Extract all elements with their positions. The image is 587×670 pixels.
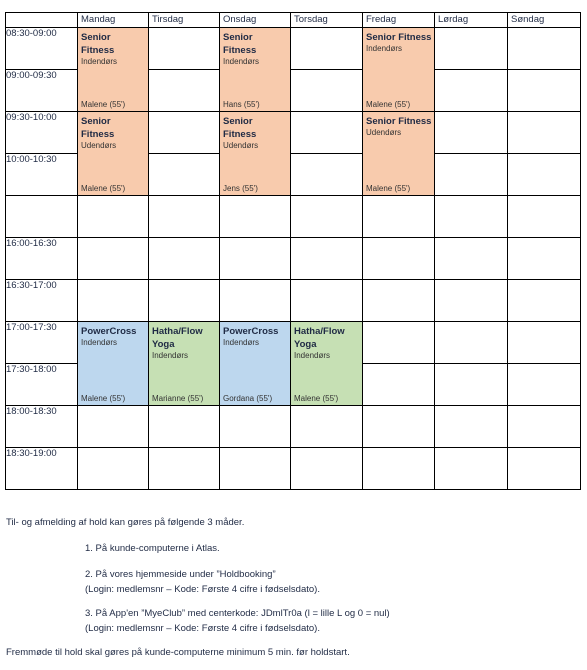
empty-cell [508, 406, 581, 448]
class-cell-yoga[interactable] [291, 322, 363, 406]
empty-cell [78, 196, 149, 238]
empty-cell [435, 112, 508, 154]
empty-cell [291, 154, 363, 196]
empty-cell [149, 154, 220, 196]
empty-cell [291, 112, 363, 154]
class-name: Senior Fitness [81, 116, 115, 140]
time-row [6, 322, 581, 364]
time-label [6, 196, 78, 238]
empty-cell [149, 238, 220, 280]
time-label: 10:00-10:30 [6, 154, 78, 196]
notes-step-3: 3. På App'en ”MyeClub” med centerkode: JDmlTr0a (l = lille L og 0 = nul) [85, 608, 390, 619]
empty-cell [363, 280, 435, 322]
class-location: Indendørs [223, 338, 260, 347]
class-name: Senior Fitness [223, 32, 257, 56]
class-location: Indendørs [223, 57, 260, 66]
empty-cell [435, 322, 508, 364]
empty-cell [220, 406, 291, 448]
class-location: Indendørs [81, 57, 118, 66]
empty-cell [149, 112, 220, 154]
empty-cell [291, 28, 363, 70]
notes-intro: Til- og afmelding af hold kan gøres på følgende 3 måder. [6, 517, 245, 528]
class-name: Senior Fitness [81, 32, 115, 56]
empty-cell [508, 280, 581, 322]
empty-cell [508, 154, 581, 196]
class-name: PowerCross [223, 326, 279, 337]
notes-step-1: 1. På kunde-computerne i Atlas. [85, 543, 220, 554]
empty-cell [363, 448, 435, 490]
day-header-tirsdag: Tirsdag [149, 13, 220, 28]
class-cell-senior-fitness[interactable] [220, 112, 291, 196]
class-trainer: Malene (55') [81, 394, 126, 403]
notes-footer: Fremmøde til hold skal gøres på kunde-computerne minimum 5 min. før holdstart. [6, 647, 350, 658]
weekly-schedule-table [5, 12, 581, 490]
class-cell-senior-fitness[interactable] [363, 112, 435, 196]
empty-cell [435, 28, 508, 70]
class-location: Udendørs [366, 128, 402, 137]
time-label: 16:30-17:00 [6, 280, 78, 322]
time-label: 17:30-18:00 [6, 364, 78, 406]
empty-cell [435, 196, 508, 238]
empty-cell [435, 406, 508, 448]
empty-cell [435, 154, 508, 196]
class-cell-powercross[interactable] [220, 322, 291, 406]
day-header-fredag: Fredag [363, 13, 435, 28]
time-row [6, 406, 581, 448]
time-label: 18:00-18:30 [6, 406, 78, 448]
notes-step-2-login: (Login: medlemsnr – Kode: Første 4 cifre i fødselsdato). [85, 584, 320, 595]
day-header-mandag: Mandag [78, 13, 149, 28]
class-location: Udendørs [81, 141, 117, 150]
class-cell-yoga[interactable] [149, 322, 220, 406]
notes-step-2: 2. På vores hjemmeside under ”Holdbooking” [85, 569, 276, 580]
time-row [6, 238, 581, 280]
time-label: 09:00-09:30 [6, 70, 78, 112]
class-trainer: Malene (55') [294, 394, 339, 403]
empty-cell [508, 364, 581, 406]
empty-cell [78, 238, 149, 280]
class-cell-senior-fitness[interactable] [363, 28, 435, 112]
class-trainer: Marianne (55') [152, 394, 204, 403]
class-trainer: Gordana (55') [223, 394, 273, 403]
empty-cell [363, 238, 435, 280]
class-trainer: Jens (55') [223, 184, 258, 193]
empty-cell [508, 112, 581, 154]
time-row [6, 112, 581, 154]
time-row [6, 448, 581, 490]
empty-cell [291, 280, 363, 322]
empty-cell [508, 448, 581, 490]
empty-cell [149, 406, 220, 448]
class-trainer: Malene (55') [81, 100, 126, 109]
class-trainer: Malene (55') [366, 184, 411, 193]
empty-cell [291, 238, 363, 280]
empty-cell [291, 196, 363, 238]
class-location: Indendørs [294, 351, 331, 360]
empty-cell [363, 364, 435, 406]
empty-cell [149, 196, 220, 238]
class-location: Indendørs [81, 338, 118, 347]
class-trainer: Malene (55') [366, 100, 411, 109]
empty-cell [220, 196, 291, 238]
class-cell-powercross[interactable] [78, 322, 149, 406]
class-location: Indendørs [366, 44, 403, 53]
empty-cell [149, 280, 220, 322]
empty-cell [435, 70, 508, 112]
class-name: Hatha/Flow Yoga [294, 326, 345, 350]
day-header-torsdag: Torsdag [291, 13, 363, 28]
empty-cell [435, 364, 508, 406]
empty-cell [363, 196, 435, 238]
empty-cell [149, 28, 220, 70]
empty-cell [508, 238, 581, 280]
empty-cell [508, 70, 581, 112]
empty-cell [78, 280, 149, 322]
empty-cell [149, 70, 220, 112]
empty-cell [508, 196, 581, 238]
time-label: 17:00-17:30 [6, 322, 78, 364]
time-row [6, 28, 581, 70]
class-name: Senior Fitness [223, 116, 257, 140]
class-location: Indendørs [152, 351, 189, 360]
empty-cell [220, 448, 291, 490]
class-name: Senior Fitness [366, 32, 432, 43]
empty-cell [435, 238, 508, 280]
empty-cell [508, 322, 581, 364]
empty-cell [220, 238, 291, 280]
empty-cell [220, 280, 291, 322]
header-row [6, 13, 581, 28]
empty-cell [149, 448, 220, 490]
day-header-onsdag: Onsdag [220, 13, 291, 28]
class-name: Hatha/Flow Yoga [152, 326, 203, 350]
class-location: Udendørs [223, 141, 259, 150]
time-label: 09:30-10:00 [6, 112, 78, 154]
class-trainer: Malene (55') [81, 184, 126, 193]
class-name: Senior Fitness [366, 116, 432, 127]
empty-cell [291, 406, 363, 448]
time-row [6, 280, 581, 322]
empty-cell [435, 280, 508, 322]
empty-cell [363, 322, 435, 364]
time-label: 18:30-19:00 [6, 448, 78, 490]
class-cell-senior-fitness[interactable] [78, 112, 149, 196]
class-cell-senior-fitness[interactable] [78, 28, 149, 112]
class-trainer: Hans (55') [223, 100, 260, 109]
empty-cell [291, 448, 363, 490]
day-header-lordag: Lørdag [435, 13, 508, 28]
class-name: PowerCross [81, 326, 137, 337]
empty-cell [78, 406, 149, 448]
empty-cell [291, 70, 363, 112]
day-header-sondag: Søndag [508, 13, 581, 28]
blank-row [6, 196, 581, 238]
notes-step-3-login: (Login: medlemsnr – Kode: Første 4 cifre i fødselsdato). [85, 623, 320, 634]
empty-cell [508, 28, 581, 70]
time-label: 16:00-16:30 [6, 238, 78, 280]
time-label: 08:30-09:00 [6, 28, 78, 70]
class-cell-senior-fitness[interactable] [220, 28, 291, 112]
corner-cell [6, 13, 78, 28]
empty-cell [363, 406, 435, 448]
empty-cell [78, 448, 149, 490]
empty-cell [435, 448, 508, 490]
